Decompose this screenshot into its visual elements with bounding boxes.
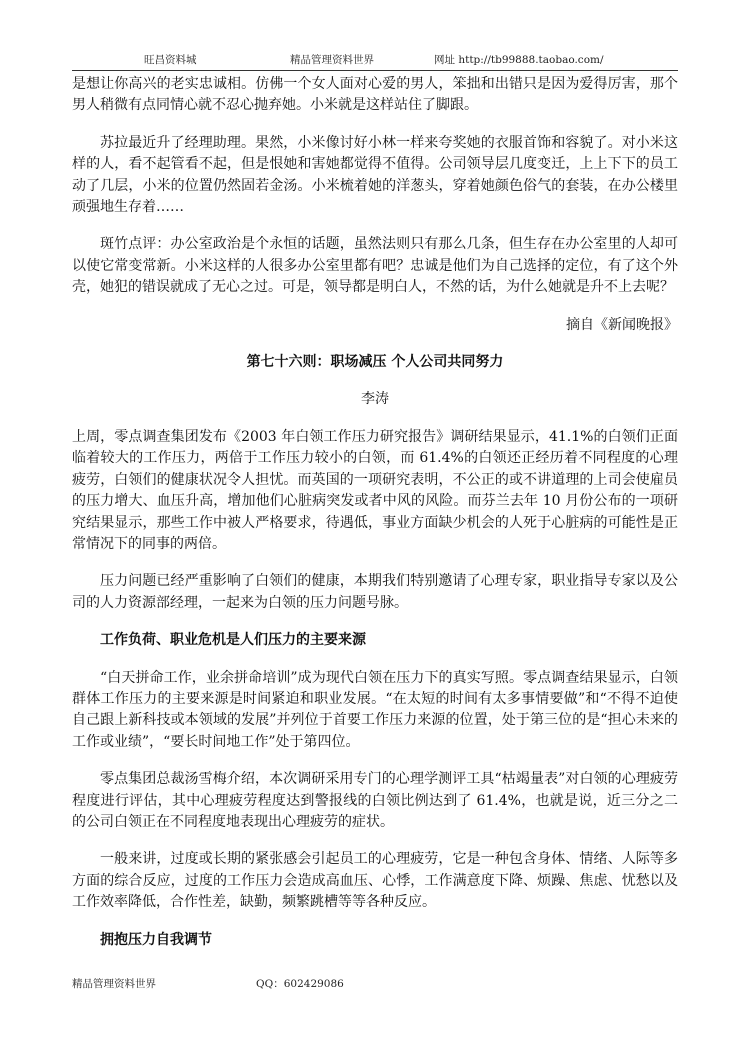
author-name: 李涛 — [361, 391, 389, 408]
source-note: 摘自《新闻晚报》 — [566, 316, 678, 333]
footer-qq: QQ：602429086 — [256, 978, 344, 990]
header-url[interactable]: 网址 http://tb99888.taobao.com/ — [434, 54, 604, 66]
footer-site-name: 精品管理资料世界 — [72, 978, 156, 990]
header-site-name: 精品管理资料世界 — [290, 54, 374, 66]
paragraph-4: 上周，零点调查集团发布《2003 年白领工作压力研究报告》调研结果显示，41.1%的白领们正面临着较大的工作压力，两倍于工作压力较小的白领，而 61.4%的白领还正经历着不同程度的心理疲劳，白领们的健康状况令人担忧。而英国的一项研究表明，不公正的或不讲道理的上司会使雇员的压力增大、血压升高，增加他们心脏病突发或者中风的风险。而芬兰去年 10 月份公布的一项研究结果显示，那些工作中被人严格要求，待遇低，事业方面缺少机会的人死于心脏病的可能性是正常情况下的同事的两倍。 — [72, 428, 678, 552]
subheading-2: 拥抱压力自我调节 — [100, 931, 212, 948]
paragraph-1: 是想让你高兴的老实忠诚相。仿佛一个女人面对心爱的男人，笨拙和出错只是因为爱得厉害，那个男人稍微有点同情心就不忍心抛弃她。小米就是这样站住了脚跟。 — [72, 76, 678, 114]
subheading-1: 工作负荷、职业危机是人们压力的主要来源 — [100, 632, 366, 649]
page-header — [72, 52, 678, 71]
header-shop-name: 旺昌资料城 — [144, 54, 197, 66]
paragraph-2: 苏拉最近升了经理助理。果然，小米像讨好小林一样来夸奖她的衣服首饰和容貌了。对小米这样的人，看不起管看不起，但是恨她和害她都觉得不值得。公司领导层几度变迁，上上下下的员工动了几层，小米的位置仍然固若金汤。小米梳着她的洋葱头，穿着她颜色俗气的套装，在办公楼里顽强地生存着…… — [72, 134, 678, 216]
paragraph-5: 压力问题已经严重影响了白领们的健康，本期我们特别邀请了心理专家，职业指导专家以及公司的人力资源部经理，一起来为白领的压力问题号脉。 — [72, 573, 678, 611]
section-title: 第七十六则：职场减压 个人公司共同努力 — [246, 354, 504, 371]
document-body — [72, 74, 678, 967]
paragraph-3: 斑竹点评：办公室政治是个永恒的话题，虽然法则只有那么几条，但生存在办公室里的人却可以使它常变常新。小米这样的人很多办公室里都有吧？忠诚是他们为自己选择的定位，有了这个外壳，她犯的错误就成了无心之过。可是，领导都是明白人，不然的话，为什么她就是升不上去呢？ — [72, 236, 678, 296]
paragraph-7: 零点集团总裁汤雪梅介绍，本次调研采用专门的心理学测评工具“枯竭量表”对白领的心理疲劳程度进行评估，其中心理疲劳程度达到警报线的白领比例达到了 61.4%，也就是说，近三分之二的公司白领正在不同程度地表现出心理疲劳的症状。 — [72, 771, 678, 830]
paragraph-6: “白天拼命工作，业余拼命培训”成为现代白领在压力下的真实写照。零点调查结果显示，白领群体工作压力的主要来源是时间紧迫和职业发展。“在太短的时间有太多事情要做”和“不得不迫使自己跟上新科技或本领域的发展”并列位于首要工作压力来源的位置，处于第三位的是“担心未来的工作或业绩”，“要长时间地工作”处于第四位。 — [72, 669, 678, 750]
paragraph-8: 一般来讲，过度或长期的紧张感会引起员工的心理疲劳，它是一种包含身体、情绪、人际等多方面的综合反应，过度的工作压力会造成高血压、心悸，工作满意度下降、烦躁、焦虑、忧愁以及工作效率降低，合作性差，缺勤，频繁跳槽等等各种反应。 — [72, 851, 678, 911]
